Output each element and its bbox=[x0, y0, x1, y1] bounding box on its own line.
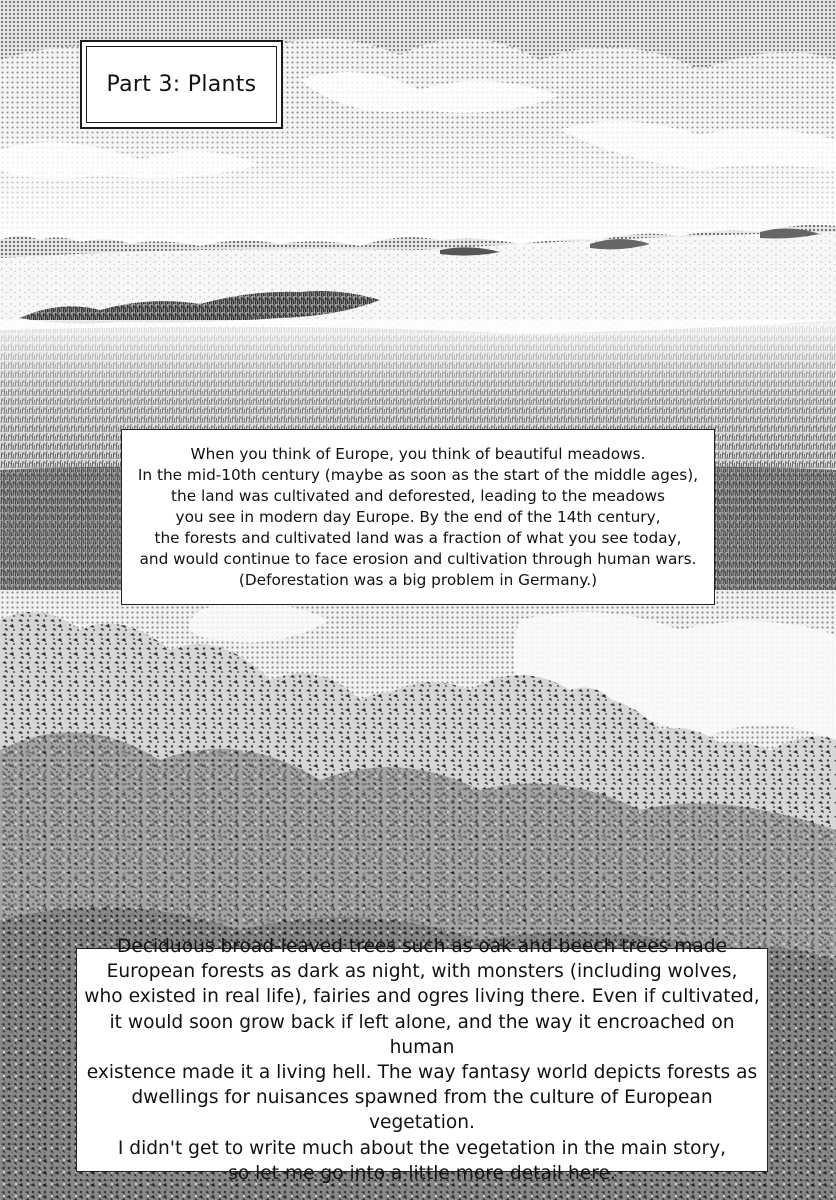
caption-line: existence made it a living hell. The way fantasy world depicts forests as bbox=[86, 1062, 758, 1083]
title-box bbox=[80, 40, 283, 129]
caption-line: I didn't get to write much about the vegetation in the main story, bbox=[117, 1137, 727, 1159]
caption-line: so let me go into a little more detail here. bbox=[228, 1162, 616, 1184]
caption-forest-text bbox=[77, 934, 767, 1186]
title-box-inner-frame bbox=[86, 46, 277, 123]
caption-line: who existed in real life), fairies and ogres living there. Even if cultivated, bbox=[84, 986, 760, 1008]
caption-line: the forests and cultivated land was a fraction of what you see today, bbox=[154, 528, 682, 547]
caption-line: European forests as dark as night, with monsters (including wolves, bbox=[106, 961, 738, 983]
caption-line: When you think of Europe, you think of beautiful meadows. bbox=[190, 444, 646, 463]
caption-line: and would continue to face erosion and cultivation through human wars. bbox=[139, 549, 697, 568]
caption-line: Deciduous broad-leaved trees such as oak and beech trees made bbox=[116, 935, 728, 957]
caption-line: (Deforestation was a big problem in Germany.) bbox=[238, 570, 598, 589]
caption-line: the land was cultivated and deforested, leading to the meadows bbox=[171, 486, 665, 505]
caption-line: dwellings for nuisances spawned from the culture of European vegetation. bbox=[131, 1087, 713, 1134]
caption-line: you see in modern day Europe. By the end of the 14th century, bbox=[175, 507, 661, 526]
caption-line: In the mid-10th century (maybe as soon as the start of the middle ages), bbox=[137, 465, 699, 484]
caption-meadows-text bbox=[138, 444, 698, 591]
caption-forest bbox=[76, 935, 768, 1184]
caption-meadows bbox=[121, 429, 715, 605]
page-title: Part 3: Plants bbox=[106, 72, 257, 97]
caption-line: it would soon grow back if left alone, and the way it encroached on human bbox=[109, 1011, 735, 1058]
